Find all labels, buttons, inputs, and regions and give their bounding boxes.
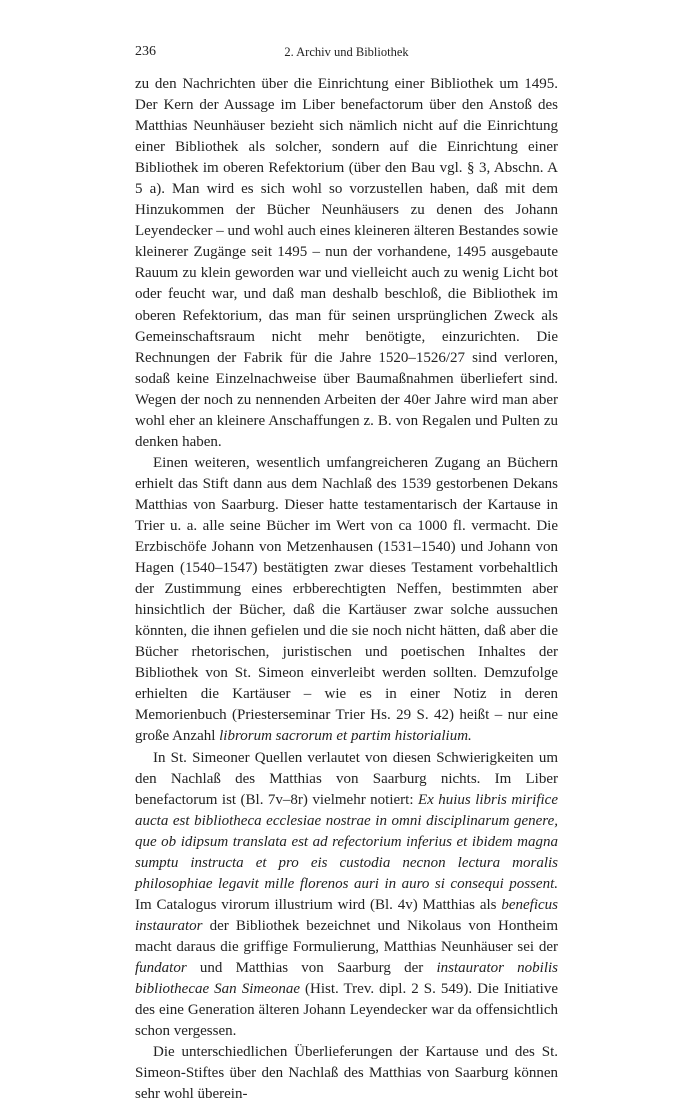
text-segment: (Hist. Trev. dipl. 2 S. 549). Die Initiative des eine Generation älteren Johann Leyendecker war da offensichtlich schon vergessen. — [135, 981, 558, 1040]
page-number: 236 — [135, 44, 156, 59]
italic-quotation: librorum sacrorum et partim historialium. — [219, 728, 472, 745]
book-page — [135, 44, 558, 1105]
text-segment: In St. Simeoner Quellen verlautet von diesen Schwierigkeiten um den Nachlaß des Matthias von Saarburg nichts. Im Liber benefactorum ist (Bl. 7v–8r) vielmehr notiert: — [135, 749, 558, 808]
italic-quotation: Ex huius libris mirifice aucta est bibliotheca ecclesiae nostrae in omni disciplinarum genere, que ob idipsum translata est ad refectorium inferius et ibidem magna sumptu instructa et pro eis custodia necnon lectura moralis philosophiae legavit mille florenos auri in auro si consequi possent. — [135, 791, 558, 892]
italic-quotation: beneficus instaurator — [135, 896, 558, 934]
paragraph — [135, 1042, 558, 1105]
paragraph — [135, 74, 558, 453]
paragraph — [135, 748, 558, 1043]
italic-quotation: fundator — [135, 959, 187, 976]
text-segment: Einen weiteren, wesentlich umfangreicheren Zugang an Büchern erhielt das Stift dann aus dem Nachlaß des 1539 gestorbenen Dekans Matthias von Saarburg. Dieser hatte testamentarisch der Kartause in Trier u. a. alle seine Bücher im Wert von ca 1000 fl. vermacht. Die Erzbischöfe Johann von Metzenhausen (1531–1540) und Johann von Hagen (1540–1547) bestätigten zwar dieses Testament vorbehaltlich der Zustimmung eines erbberechtigten Neffen, bestimmten aber hinsichtlich der Bücher, daß die Kartäuser zwar solche aussuchen könnten, die ihnen gefielen und die sie noch nicht hätten, daß aber die Bücher rhetorischen, juristischen und poetischen Inhaltes der Bibliothek von St. Simeon einverleibt werden sollten. Demzufolge erhielten die Kartäuser – wie es in einer Notiz in deren Memorienbuch (Priesterseminar Trier Hs. 29 S. 42) heißt – nur eine große Anzahl — [135, 454, 558, 745]
text-segment: und Matthias von Saarburg der — [186, 959, 437, 976]
text-segment: der Bibliothek bezeichnet und Nikolaus von Hontheim macht daraus die griffige Formulierung, Matthias Neunhäuser sei der — [135, 917, 558, 955]
text-segment: Die unterschiedlichen Überlieferungen der Kartause und des St. Simeon-Stiftes über den Nachlaß des Matthias von Saarburg können sehr wohl überein- — [135, 1044, 558, 1103]
italic-quotation: instaurator nobilis bibliothecae San Simeonae — [135, 959, 558, 998]
paragraph — [135, 453, 558, 748]
running-head — [135, 44, 558, 66]
body-text — [135, 74, 558, 1105]
text-segment: zu den Nachrichten über die Einrichtung einer Bibliothek um 1495. Der Kern der Aussage im Liber benefactorum über den Anstoß des Matthias Neunhäuser bezieht sich nämlich nicht auf die Einrichtung einer Bibliothek als solcher, sondern auf die Einrichtung einer Bibliothek im oberen Refektorium (über den Bau vgl. § 3, Abschn. A 5 a). Man wird es sich wohl so vorzustellen haben, daß mit dem Hinzukommen der Bücher Neunhäusers zu denen des Johann Leyendecker – und wohl auch eines kleineren älteren Bestandes sowie kleinerer Zugänge seit 1495 – nun der vorhandene, 1495 ausgebaute Rauum zu klein geworden war und vielleicht auch zu wenig Licht bot oder feucht war, und daß man deshalb beschloß, die Bibliothek im oberen Refektorium, das man für seinen ursprünglichen Zweck als Gemeinschaftsraum nicht mehr benötigte, einzurichten. Die Rechnungen der Fabrik für die Jahre 1520–1526/27 sind verloren, sodaß keine Einzelnachweise über Baumaßnahmen überliefert sind. Wegen der noch zu nennenden Arbeiten der 40er Jahre wird man aber wohl eher an kleinere Anschaffungen z. B. von Regalen und Pulten zu denken haben. — [135, 76, 558, 450]
section-title: 2. Archiv und Bibliothek — [284, 45, 409, 59]
text-segment: Im Catalogus virorum illustrium wird (Bl. 4v) Matthias als — [135, 896, 502, 913]
